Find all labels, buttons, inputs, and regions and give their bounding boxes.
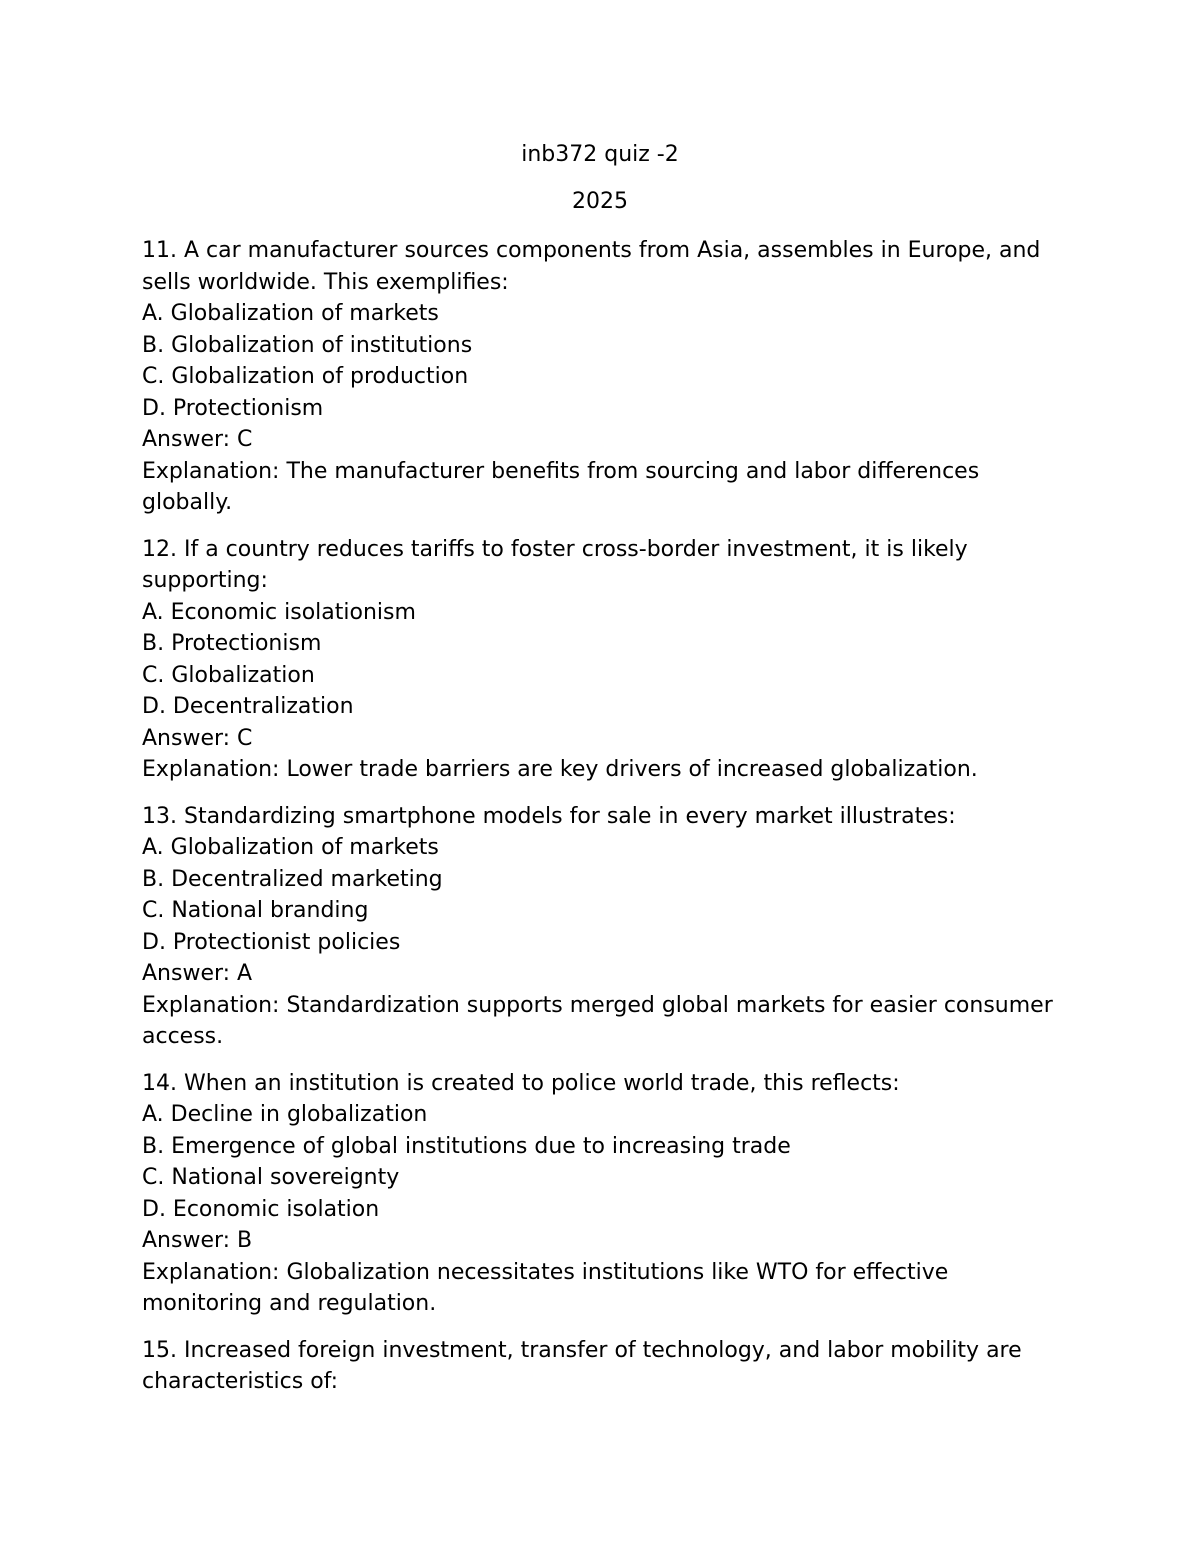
document-title: inb372 quiz -2 xyxy=(521,142,679,167)
answer-line: Answer: C xyxy=(142,427,253,452)
document-header xyxy=(0,139,1200,218)
question-stem: 14. When an institution is created to police world trade, this reflects: xyxy=(142,1070,900,1096)
option-c: C. Globalization of production xyxy=(142,364,469,389)
answer-line: Answer: A xyxy=(142,961,253,986)
option-a: A. Decline in globalization xyxy=(142,1102,428,1127)
question-12 xyxy=(142,534,1072,786)
document-year: 2025 xyxy=(572,189,628,214)
question-11 xyxy=(142,235,1072,519)
explanation-line: Explanation: Standardization supports merged global markets for easier consumer access. xyxy=(142,992,1053,1049)
answer-line: Answer: C xyxy=(142,725,253,751)
option-d: D. Protectionism xyxy=(142,395,324,421)
option-a: A. Economic isolationism xyxy=(142,599,416,625)
question-13 xyxy=(142,801,1072,1053)
explanation-line: Explanation: The manufacturer benefits from sourcing and labor differences globally. xyxy=(142,458,980,515)
option-c: C. National sovereignty xyxy=(142,1165,400,1190)
option-b: B. Globalization of institutions xyxy=(142,332,473,358)
question-14 xyxy=(142,1068,1072,1320)
question-15 xyxy=(142,1335,1072,1398)
option-d: D. Decentralization xyxy=(142,694,354,719)
option-c: C. National branding xyxy=(142,898,369,923)
explanation-line: Explanation: Globalization necessitates institutions like WTO for effective monitoring and regulation. xyxy=(142,1259,949,1316)
question-list xyxy=(142,235,1072,1413)
answer-line: Answer: B xyxy=(142,1228,253,1253)
question-stem: 13. Standardizing smartphone models for sale in every market illustrates: xyxy=(142,803,956,829)
option-d: D. Protectionist policies xyxy=(142,929,401,955)
option-b: B. Emergence of global institutions due to increasing trade xyxy=(142,1133,791,1159)
question-stem: 15. Increased foreign investment, transfer of technology, and labor mobility are characteristics of: xyxy=(142,1337,1022,1394)
option-a: A. Globalization of markets xyxy=(142,835,439,860)
option-d: D. Economic isolation xyxy=(142,1196,380,1222)
option-b: B. Protectionism xyxy=(142,631,322,656)
option-a: A. Globalization of markets xyxy=(142,301,439,326)
option-c: C. Globalization xyxy=(142,662,315,688)
explanation-line: Explanation: Lower trade barriers are key drivers of increased globalization. xyxy=(142,757,978,782)
question-stem: 11. A car manufacturer sources components from Asia, assembles in Europe, and sells worldwide. This exemplifies: xyxy=(142,238,1041,295)
option-b: B. Decentralized marketing xyxy=(142,866,443,892)
question-stem: 12. If a country reduces tariffs to foster cross-border investment, it is likely supporting: xyxy=(142,536,968,593)
